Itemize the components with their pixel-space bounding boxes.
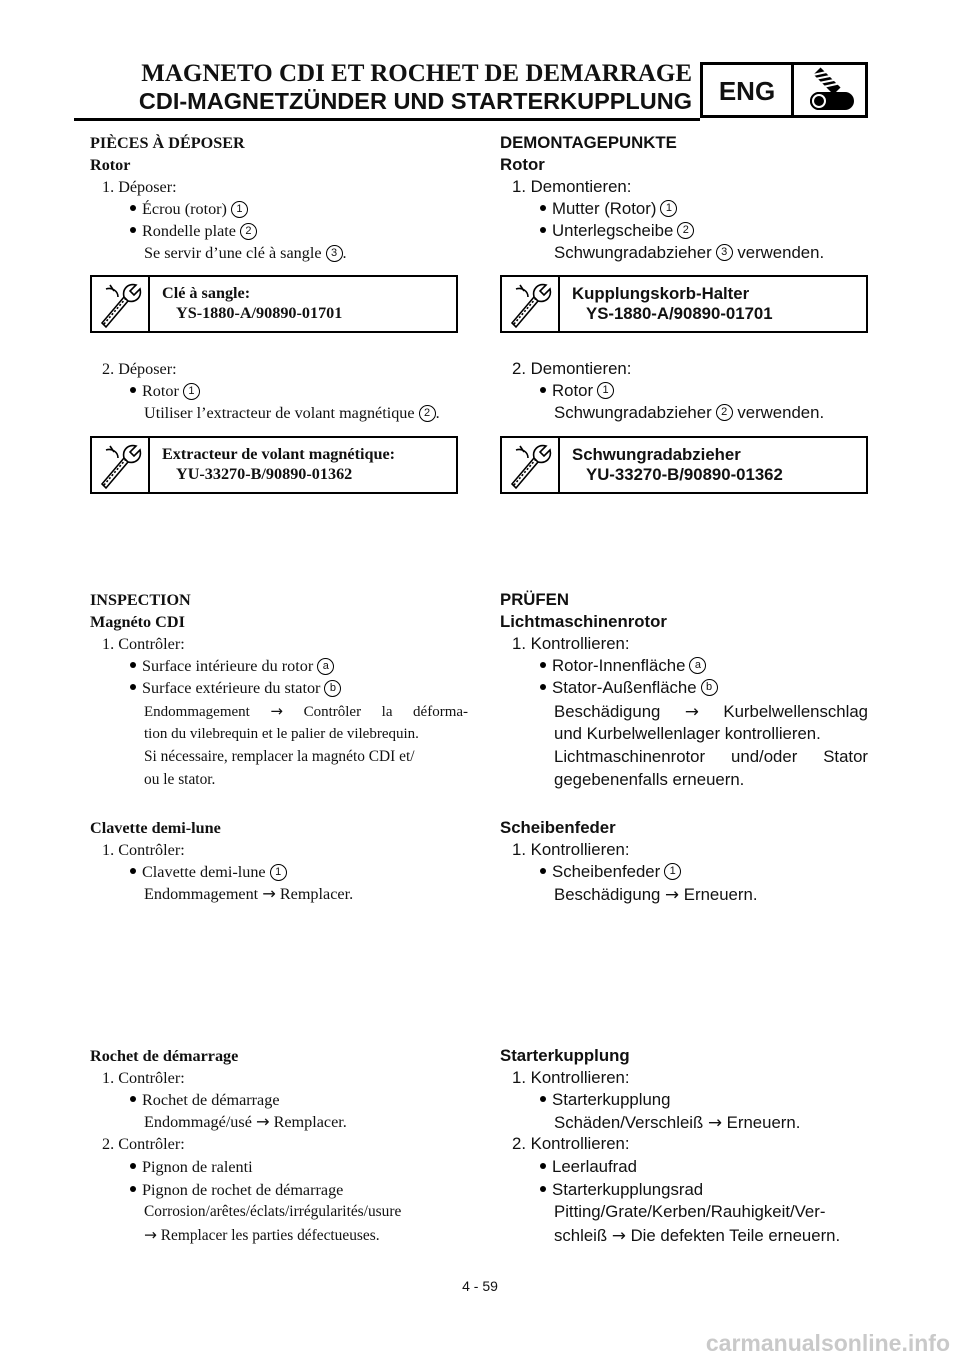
step-label: 1. Contrôler:: [102, 1069, 185, 1087]
list-item: Rochet de démarrage: [130, 1090, 280, 1110]
heading-removal: PIÈCES À DÉPOSER: [90, 134, 245, 152]
list-item: Unterlegscheibe 2: [540, 221, 694, 241]
step-label: 1. Déposer:: [102, 178, 177, 196]
list-item: Pignon de ralenti: [130, 1157, 253, 1177]
bullet-icon: [540, 1163, 546, 1169]
list-item: Scheibenfeder 1: [540, 862, 681, 882]
bullet-icon: [130, 1186, 136, 1192]
note-text: Schäden/Verschleiß → Erneuern.: [554, 1112, 801, 1132]
note-text: Endommagé/usé → Remplacer.: [144, 1112, 347, 1131]
arrow-icon: →: [707, 1112, 722, 1132]
note-text: Pitting/Grate/Kerben/Rauhigkeit/Ver-: [554, 1202, 826, 1221]
bullet-icon: [130, 662, 136, 668]
heading-rotor: Rotor: [500, 155, 545, 174]
note-text: Endommagement → Contrôler la déforma-: [144, 702, 469, 720]
ref-number-icon: 1: [664, 863, 681, 880]
page-header: [0, 0, 960, 130]
tool-icon: [92, 438, 150, 492]
bullet-icon: [130, 1163, 136, 1169]
tool-code: YU-33270-B/90890-01362: [176, 465, 353, 483]
note-text: Schwungradabzieher 2 verwenden.: [554, 403, 825, 422]
title-german: CDI-MAGNETZÜNDER UND STARTERKUPPLUNG: [138, 88, 692, 114]
note-text: Si nécessaire, remplacer la magnéto CDI et/: [144, 748, 415, 765]
bullet-icon: [540, 868, 546, 874]
ref-number-icon: 1: [660, 200, 677, 217]
watermark: carmanualsonline.info: [705, 1330, 950, 1356]
list-item: Rotor-Innenfläche a: [540, 656, 706, 676]
note-text: Beschädigung → Erneuern.: [554, 884, 758, 904]
step-label: 2. Demontieren:: [512, 359, 632, 378]
note-text: Endommagement → Remplacer.: [144, 884, 354, 903]
ref-number-icon: 3: [716, 244, 733, 261]
tool-code: YS-1880-A/90890-01701: [176, 304, 343, 322]
step-label: 1. Contrôler:: [102, 635, 185, 653]
step-label: 2. Contrôler:: [102, 1135, 185, 1153]
bullet-icon: [130, 684, 136, 690]
list-item: Stator-Außenfläche b: [540, 678, 718, 698]
ref-letter-icon: b: [701, 679, 718, 696]
note-text: Se servir d’une clé à sangle 3 .: [144, 244, 347, 262]
list-item: Rotor 1: [540, 381, 614, 401]
ref-letter-icon: b: [324, 680, 341, 697]
ref-number-icon: 1: [231, 201, 248, 218]
engine-icon: [797, 67, 863, 115]
arrow-icon: →: [255, 1112, 270, 1131]
heading-inspection: PRÜFEN: [500, 590, 569, 609]
list-item: Clavette demi-lune 1: [130, 862, 287, 882]
list-item: Starterkupplung: [540, 1090, 670, 1110]
tool-name: Kupplungskorb-Halter: [572, 284, 750, 303]
arrow-icon: →: [270, 702, 283, 720]
note-text: Lichtmaschinenrotor und/oder Stator: [554, 747, 868, 766]
bullet-icon: [130, 205, 136, 211]
list-item: Rondelle plate 2: [130, 221, 257, 241]
step-label: 2. Déposer:: [102, 360, 177, 378]
ref-number-icon: 2: [240, 223, 257, 240]
header-rule: [74, 118, 700, 121]
tool-icon: [502, 277, 560, 331]
list-item: Écrou (rotor) 1: [130, 199, 248, 219]
ref-number-icon: 2: [419, 405, 436, 422]
heading-removal: DEMONTAGEPUNKTE: [500, 133, 677, 152]
note-text: Utiliser l’extracteur de volant magnétique 2 .: [144, 404, 440, 422]
bullet-icon: [130, 1096, 136, 1102]
heading-inspection: INSPECTION: [90, 591, 191, 609]
heading-key: Scheibenfeder: [500, 818, 616, 837]
lang-badge: ENG: [703, 65, 794, 115]
step-label: 2. Kontrollieren:: [512, 1134, 630, 1153]
note-text: Corrosion/arêtes/éclats/irrégularités/usure: [144, 1203, 402, 1220]
list-item: Leerlaufrad: [540, 1157, 637, 1177]
arrow-icon: →: [665, 884, 680, 904]
arrow-icon: →: [684, 701, 699, 721]
note-text: Beschädigung → Kurbelwellenschlag: [554, 701, 868, 721]
tool-icon: [502, 438, 560, 492]
ref-letter-icon: a: [689, 657, 706, 674]
step-label: 1. Demontieren:: [512, 177, 632, 196]
heading-starter: Starterkupplung: [500, 1046, 630, 1065]
ref-number-icon: 3: [326, 245, 343, 262]
list-item: Rotor 1: [130, 381, 200, 401]
ref-number-icon: 2: [677, 222, 694, 239]
tool-code: YS-1880-A/90890-01701: [586, 304, 773, 323]
bullet-icon: [540, 1186, 546, 1192]
note-text: Schwungradabzieher 3 verwenden.: [554, 243, 825, 262]
ref-number-icon: 1: [597, 382, 614, 399]
bullet-icon: [540, 662, 546, 668]
list-item: Starterkupplungsrad: [540, 1180, 703, 1200]
bullet-icon: [540, 227, 546, 233]
page-number: 4 - 59: [462, 1278, 498, 1294]
tool-name: Schwungradabzieher: [572, 445, 741, 464]
step-label: 1. Contrôler:: [102, 841, 185, 859]
tool-box: [500, 436, 868, 494]
ref-number-icon: 1: [183, 383, 200, 400]
list-item: Mutter (Rotor) 1: [540, 199, 677, 219]
heading-magneto: Magnéto CDI: [90, 613, 185, 631]
title-french: MAGNETO CDI ET ROCHET DE DEMARRAGE: [141, 60, 692, 87]
list-item: Pignon de rochet de démarrage: [130, 1180, 343, 1200]
step-label: 1. Kontrollieren:: [512, 1068, 630, 1087]
tool-box: [90, 275, 458, 333]
bullet-icon: [540, 684, 546, 690]
ref-number-icon: 1: [270, 864, 287, 881]
list-item: Surface intérieure du rotor a: [130, 656, 334, 676]
tool-name: Clé à sangle:: [162, 284, 251, 302]
tool-icon: [92, 277, 150, 331]
heading-starter: Rochet de démarrage: [90, 1047, 239, 1065]
note-text: schleiß → Die defekten Teile erneuern.: [554, 1225, 841, 1245]
tool-code: YU-33270-B/90890-01362: [586, 465, 783, 484]
ref-number-icon: 2: [716, 404, 733, 421]
tool-box: [500, 275, 868, 333]
bullet-icon: [540, 205, 546, 211]
note-text: → Remplacer les parties défectueuses.: [144, 1226, 380, 1244]
heading-magneto: Lichtmaschinenrotor: [500, 612, 667, 631]
arrow-icon: →: [144, 1226, 157, 1244]
note-text: ou le stator.: [144, 771, 216, 788]
heading-rotor: Rotor: [90, 156, 131, 174]
bullet-icon: [540, 387, 546, 393]
heading-key: Clavette demi-lune: [90, 819, 221, 837]
note-text: und Kurbelwellenlager kontrollieren.: [554, 724, 821, 743]
bullet-icon: [130, 227, 136, 233]
bullet-icon: [540, 1096, 546, 1102]
bullet-icon: [130, 868, 136, 874]
list-item: Surface extérieure du stator b: [130, 678, 341, 698]
tool-name: Extracteur de volant magnétique:: [162, 445, 396, 463]
bullet-icon: [130, 387, 136, 393]
tool-box: [90, 436, 458, 494]
note-text: tion du vilebrequin et le palier de vilebrequin.: [144, 726, 419, 742]
step-label: 1. Kontrollieren:: [512, 634, 630, 653]
arrow-icon: →: [262, 884, 276, 903]
arrow-icon: →: [611, 1225, 626, 1245]
step-label: 1. Kontrollieren:: [512, 840, 630, 859]
ref-letter-icon: a: [317, 658, 334, 675]
note-text: gegebenenfalls erneuern.: [554, 770, 745, 789]
section-badge: [700, 62, 868, 118]
